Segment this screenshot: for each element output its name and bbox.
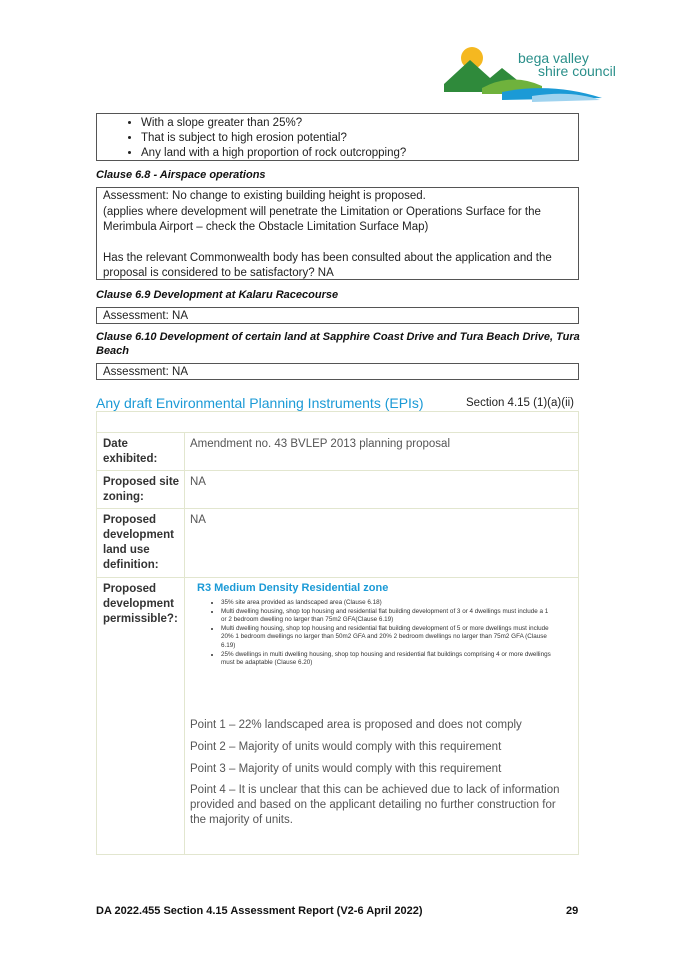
clause-6-8-title: Clause 6.8 - Airspace operations bbox=[96, 169, 266, 181]
clause-6-8-line3: Has the relevant Commonwealth body has been consulted about the application and the proposal is considered to be satisfactory? NA bbox=[103, 252, 552, 279]
table-row bbox=[97, 508, 578, 577]
epi-section-ref: Section 4.15 (1)(a)(ii) bbox=[466, 397, 575, 409]
row-label: Date exhibited: bbox=[103, 438, 158, 465]
list-item: • Any land with a high proportion of rock outcropping? bbox=[141, 146, 578, 161]
list-item: • With a slope greater than 25%? bbox=[141, 116, 578, 131]
clause-6-9-box bbox=[96, 307, 579, 324]
clause-6-10-box bbox=[96, 363, 579, 380]
epi-section-title: Any draft Environmental Planning Instruments (EPIs) bbox=[96, 395, 424, 411]
clause-6-10-title: Clause 6.10 Development of certain land at Sapphire Coast Drive and Tura Beach Drive, Tura Beach bbox=[96, 331, 580, 357]
table-row bbox=[97, 577, 578, 855]
point-1: Point 1 – 22% landscaped area is proposed and does not comply bbox=[190, 719, 522, 731]
clause-6-8-line1: Assessment: No change to existing building height is proposed. bbox=[103, 190, 426, 202]
list-item: • That is subject to high erosion potential? bbox=[141, 131, 578, 146]
list-item: • Multi dwelling housing, shop top housing and residential flat building development of 3 or 4 dwellings must include a 1 or 2 bedroom dwelling no larger than 75m2 GFA(Clause 6.19) bbox=[221, 608, 551, 625]
footer-report-title: DA 2022.455 Section 4.15 Assessment Report (V2-6 April 2022) bbox=[96, 905, 423, 917]
zone-list bbox=[209, 599, 551, 668]
zone-title: R3 Medium Density Residential zone bbox=[197, 582, 389, 594]
list-item: • Multi dwelling housing, shop top housing and residential flat building development of 5 or more dwellings must include 20% 1 bedroom dwellings no larger than 50m2 GFA and 20% 2 bedroom dwellings no larger than 75m2 GFA (Clause 6.19) bbox=[221, 625, 551, 651]
clause-6-9-title: Clause 6.9 Development at Kalaru Racecourse bbox=[96, 289, 339, 301]
point-3: Point 3 – Majority of units would comply with this requirement bbox=[190, 763, 502, 775]
row-value: NA bbox=[190, 514, 206, 526]
point-2: Point 2 – Majority of units would comply with this requirement bbox=[190, 741, 502, 753]
epi-table bbox=[96, 411, 579, 855]
clause-6-9-assessment: Assessment: NA bbox=[103, 310, 188, 322]
table-header-blank bbox=[97, 412, 578, 433]
clause-6-8-line2: (applies where development will penetrate the Limitation or Operations Surface for the Merimbula Airport – check the Obstacle Limitation Surface Map) bbox=[103, 206, 541, 233]
row-label: Proposed site zoning: bbox=[103, 476, 180, 503]
row-label: Proposed development permissible?: bbox=[103, 583, 178, 625]
table-row bbox=[97, 470, 578, 508]
row-value: NA bbox=[190, 476, 206, 488]
logo-line-1: bega valley bbox=[518, 50, 589, 66]
row-value: Amendment no. 43 BVLEP 2013 planning proposal bbox=[190, 438, 451, 450]
table-row bbox=[97, 432, 578, 470]
list-item: • 25% dwellings in multi dwelling housing, shop top housing and residential flat buildings comprising 4 or more dwellings must be adaptable (Clause 6.20) bbox=[221, 651, 551, 668]
clause-6-8-box bbox=[96, 187, 579, 280]
clause-6-10-assessment: Assessment: NA bbox=[103, 366, 188, 378]
bullets-box bbox=[96, 113, 579, 161]
logo-text bbox=[518, 52, 616, 78]
page-number: 29 bbox=[566, 905, 579, 917]
row-label: Proposed development land use definition: bbox=[103, 514, 174, 571]
logo-line-2: shire council bbox=[538, 63, 616, 79]
point-4: Point 4 – It is unclear that this can be achieved due to lack of information provided and based on the applicant detailing no further construction for the majority of units. bbox=[190, 784, 560, 826]
list-item: • 35% site area provided as landscaped area (Clause 6.18) bbox=[221, 599, 551, 608]
